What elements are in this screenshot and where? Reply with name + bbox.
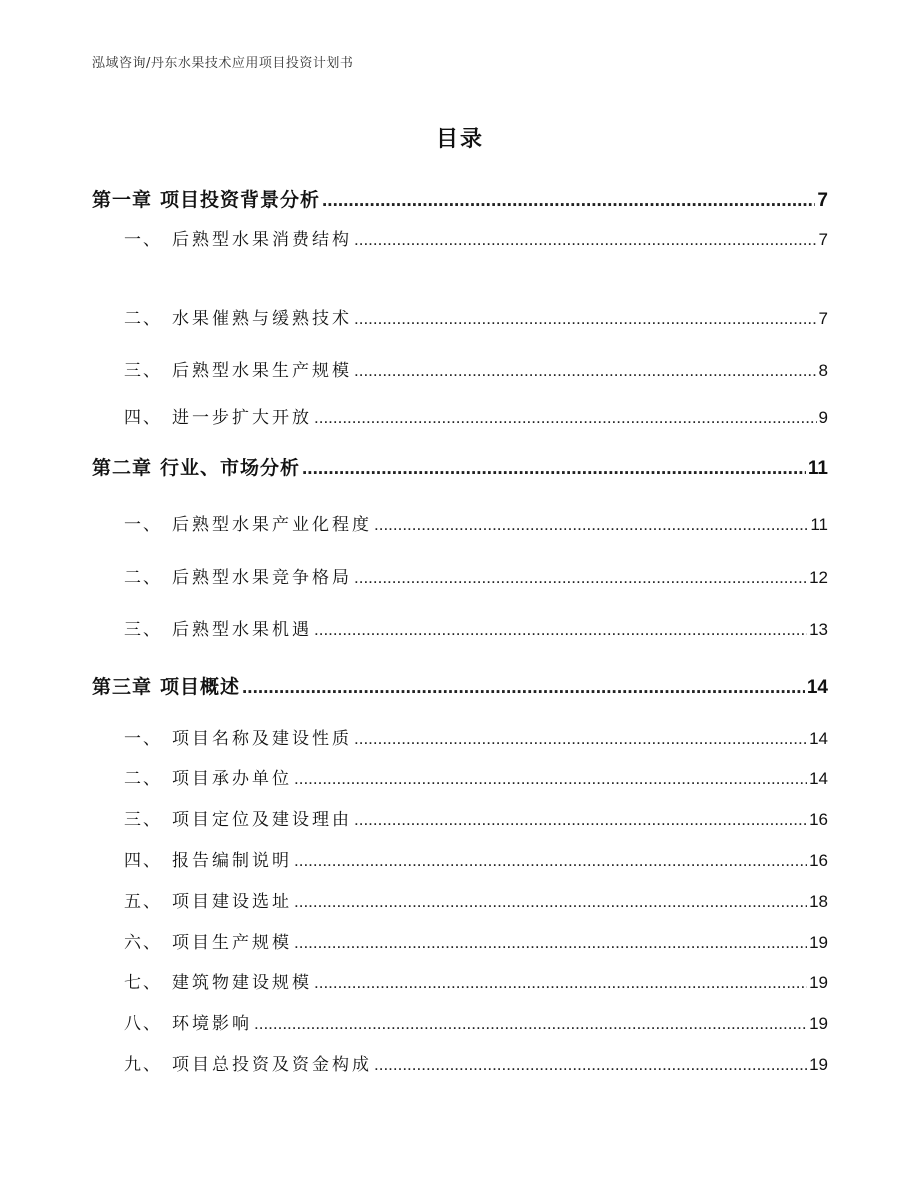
toc-section-title: 环境影响 [172,1014,252,1034]
toc-chapter-2[interactable] [92,453,828,480]
toc-chapter-number: 第三章 [92,676,153,698]
toc-dot-leader [354,568,807,588]
toc-section-3-9[interactable] [124,1050,828,1075]
toc-chapter-title: 行业、市场分析 [160,457,301,479]
toc-section-1-2[interactable] [124,304,828,329]
toc-dot-leader [254,1014,807,1034]
toc-section-title: 建筑物建设规模 [172,973,312,993]
toc-section-3-1[interactable] [124,724,828,749]
toc-dot-leader [294,933,807,953]
toc-section-title: 进一步扩大开放 [172,408,312,428]
toc-section-number: 二、 [124,568,162,588]
toc-page-number: 7 [818,230,828,249]
toc-section-number: 四、 [124,851,162,871]
toc-section-number: 三、 [124,361,162,381]
toc-page-number: 9 [818,408,828,427]
toc-section-number: 七、 [124,973,162,993]
toc-page-number: 19 [809,933,828,952]
toc-page-number: 7 [817,190,828,211]
toc-page-number: 19 [809,973,828,992]
toc-page-number: 14 [806,677,828,698]
running-header: 泓域咨询/丹东水果技术应用项目投资计划书 [92,56,354,71]
toc-dot-leader [302,458,806,480]
toc-section-3-7[interactable] [124,968,828,993]
toc-section-number: 一、 [124,515,162,535]
toc-section-3-5[interactable] [124,887,828,912]
toc-section-title: 项目建设选址 [172,892,292,912]
toc-section-title: 后熟型水果消费结构 [172,230,352,250]
toc-section-title: 项目生产规模 [172,933,292,953]
toc-dot-leader [294,769,807,789]
toc-page-number: 14 [809,729,828,748]
toc-section-number: 一、 [124,230,162,250]
toc-dot-leader [354,230,817,250]
toc-dot-leader [314,620,807,640]
page-title: 目录 [435,127,484,152]
toc-dot-leader [354,361,817,381]
toc-section-title: 项目定位及建设理由 [172,810,352,830]
toc-section-number: 四、 [124,408,162,428]
toc-section-number: 五、 [124,892,162,912]
toc-dot-leader [314,408,817,428]
toc-page-number: 8 [818,361,828,380]
toc-section-number: 六、 [124,933,162,953]
toc-section-3-3[interactable] [124,805,828,830]
toc-page-number: 11 [807,458,828,479]
toc-dot-leader [374,1055,807,1075]
toc-chapter-3[interactable] [92,672,828,699]
toc-section-title: 报告编制说明 [172,851,292,871]
toc-section-title: 后熟型水果机遇 [172,620,312,640]
toc-page-number: 18 [809,892,828,911]
toc-section-number: 九、 [124,1055,162,1075]
toc-chapter-title: 项目投资背景分析 [160,189,321,211]
toc-dot-leader [242,677,805,699]
toc-page-number: 13 [809,620,828,639]
toc-page-number: 16 [809,851,828,870]
toc-section-title: 项目总投资及资金构成 [172,1055,372,1075]
toc-section-title: 项目名称及建设性质 [172,729,352,749]
toc-dot-leader [294,851,807,871]
toc-section-number: 二、 [124,769,162,789]
toc-dot-leader [314,973,807,993]
toc-section-1-1[interactable] [124,225,828,250]
toc-section-number: 一、 [124,729,162,749]
toc-page-number: 16 [809,810,828,829]
toc-section-number: 三、 [124,810,162,830]
toc-section-1-4[interactable] [124,403,828,428]
toc-chapter-1[interactable] [92,185,828,212]
toc-section-title: 后熟型水果产业化程度 [172,515,372,535]
toc-page-number: 11 [810,515,828,534]
toc-section-title: 后熟型水果生产规模 [172,361,352,381]
toc-page-number: 7 [818,309,828,328]
toc-section-3-8[interactable] [124,1009,828,1034]
toc-dot-leader [322,190,815,212]
toc-section-1-3[interactable] [124,356,828,381]
toc-section-2-3[interactable] [124,615,828,640]
toc-page-number: 12 [809,568,828,587]
toc-dot-leader [354,309,817,329]
toc-section-title: 后熟型水果竞争格局 [172,568,352,588]
toc-section-2-2[interactable] [124,563,828,588]
toc-section-number: 三、 [124,620,162,640]
toc-page-number: 19 [809,1055,828,1074]
toc-section-3-4[interactable] [124,846,828,871]
toc-dot-leader [354,810,807,830]
toc-section-3-6[interactable] [124,928,828,953]
toc-page-number: 14 [809,769,828,788]
toc-dot-leader [354,729,807,749]
toc-dot-leader [374,515,808,535]
toc-page-number: 19 [809,1014,828,1033]
toc-section-number: 八、 [124,1014,162,1034]
toc-chapter-number: 第一章 [92,189,153,211]
toc-section-2-1[interactable] [124,510,828,535]
toc-section-number: 二、 [124,309,162,329]
toc-chapter-title: 项目概述 [160,676,241,698]
toc-chapter-number: 第二章 [92,457,153,479]
toc-section-title: 水果催熟与缓熟技术 [172,309,352,329]
toc-section-3-2[interactable] [124,764,828,789]
toc-section-title: 项目承办单位 [172,769,292,789]
toc-dot-leader [294,892,807,912]
